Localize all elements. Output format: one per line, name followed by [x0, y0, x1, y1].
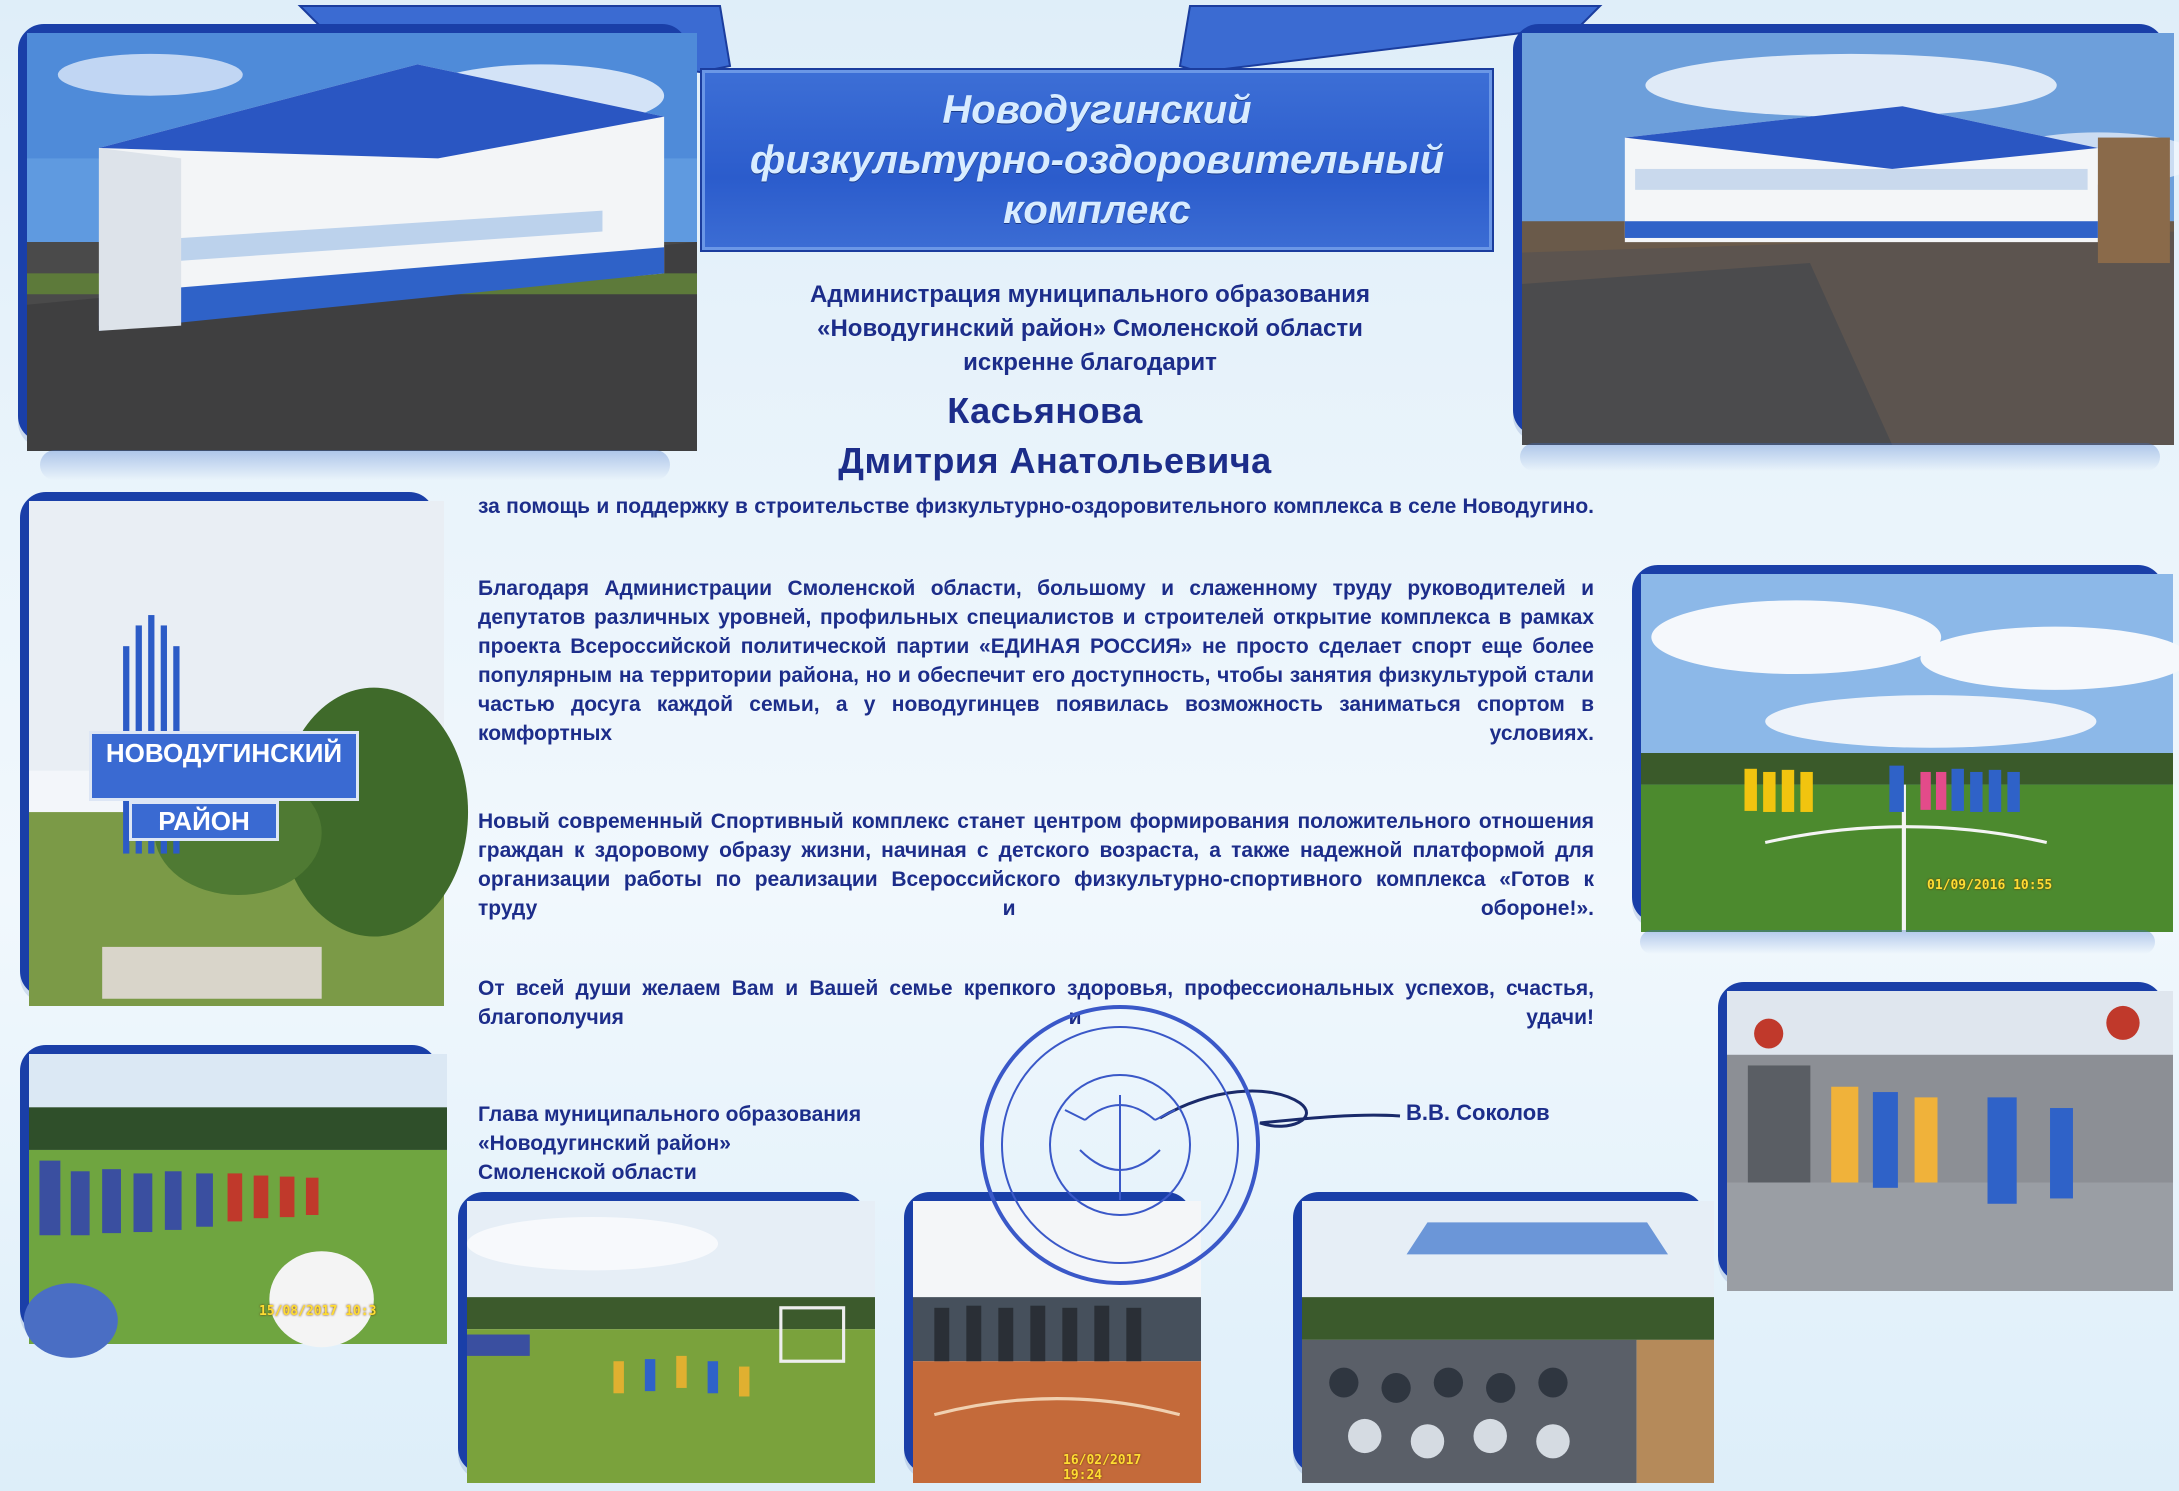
body-paragraph-3: Новый современный Спортивный комплекс станет центром формирования положительного отношения граждан к здоровому образу жизни, начиная с детского возраста, а также надежной платформой для организации работы по реализации Всероссийского физкультурно-спортивного комплекса «Готов к труду и обороне!».	[478, 810, 1594, 920]
photo-crowd	[1293, 1192, 1705, 1474]
body-text	[478, 492, 1594, 1083]
recipient-surname: Касьянова	[947, 390, 1143, 431]
body-paragraph-2: Благодаря Администрации Смоленской области, большому и слаженному труду руководителей и депутатов различных уровней, профильных специалистов и строителей открытие комплекса в рамках проекта Всероссийской политической партии «ЕДИНАЯ РОССИЯ» не просто сделает спорт еще более популярным на территории района, но и обеспечит его доступность, чтобы занятия физкультурой стали частью досуга каждой семьи, а у новодугинцев появилась возможность заниматься спортом в комфортных условиях.	[478, 577, 1594, 745]
district-sign-board	[89, 731, 359, 801]
photo-district-sign	[20, 492, 435, 997]
org-name-line2: «Новодугинский район» Смоленской области	[817, 315, 1363, 342]
signature-title-line3: Смоленской области	[478, 1161, 697, 1184]
header-block	[640, 278, 1540, 380]
photo-reflection	[1640, 930, 2155, 954]
photo-football-field	[1632, 565, 2164, 923]
thanks-line: искренне благодарит	[963, 349, 1217, 376]
photo-date-stamp: 16/02/2017 19:24	[1063, 1453, 1142, 1483]
photo-sports-hall-right	[1513, 24, 2165, 436]
photo-date-stamp: 01/09/2016 10:55	[1927, 878, 2053, 893]
photo-sports-hall-left	[18, 24, 688, 442]
banner-title-line1: Новодугинский	[942, 88, 1252, 132]
photo-runners	[1718, 982, 2164, 1282]
photo-people-field	[20, 1045, 438, 1335]
signer-name: В.В. Соколов	[1406, 1100, 1550, 1125]
banner-title-line2: физкультурно-оздоровительный	[749, 138, 1445, 182]
title-banner	[700, 68, 1494, 252]
recipient-first-names: Дмитрия Анатольевича	[838, 440, 1272, 481]
district-sign-line1: НОВОДУГИНСКИЙ	[105, 738, 343, 768]
body-paragraph-4: От всей души желаем Вам и Вашей семье крепкого здоровья, профессиональных успехов, счастья, благополучия и удачи!	[478, 977, 1594, 1029]
seal-icon	[975, 1000, 1265, 1290]
body-paragraph-1: за помощь и поддержку в строительстве физкультурно-оздоровительного комплекса в селе Новодугино.	[478, 495, 1594, 518]
signature-title-line1: Глава муниципального образования	[478, 1103, 862, 1126]
district-sign-line2: РАЙОН	[158, 806, 250, 836]
photo-reflection	[40, 450, 670, 480]
signature-title-line2: «Новодугинский район»	[478, 1132, 731, 1155]
photo-date-stamp: 15/08/2017 10:3	[259, 1304, 377, 1319]
recipient-name	[640, 386, 1540, 486]
district-sign-board-2	[129, 801, 279, 841]
photo-reflection	[1520, 443, 2160, 471]
photo-outdoor-football	[458, 1192, 866, 1474]
banner-title-line3: комплекс	[1003, 188, 1191, 232]
org-name-line1: Администрация муниципального образования	[810, 281, 1370, 308]
